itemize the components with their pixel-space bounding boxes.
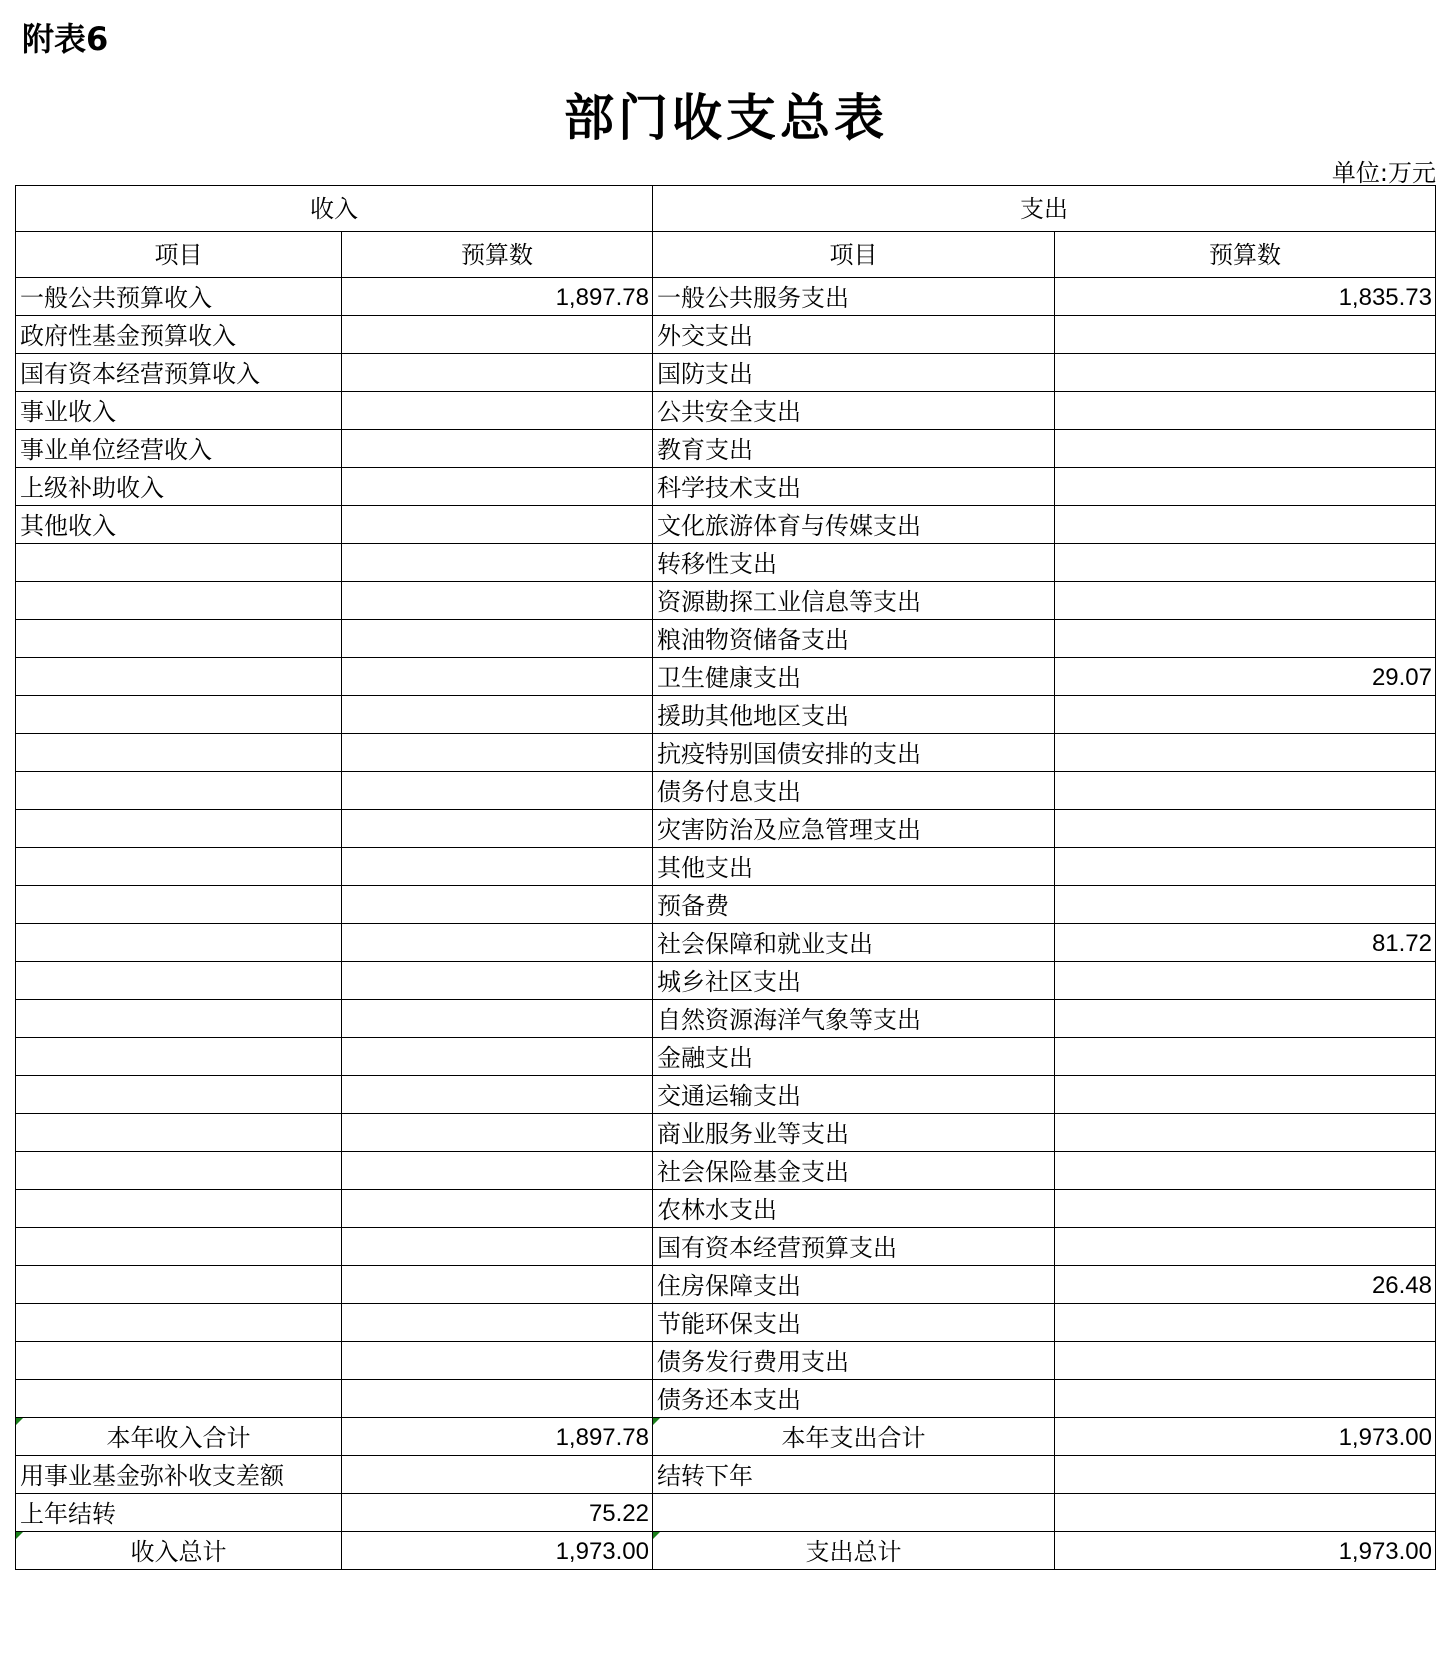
expenditure-item-cell: 一般公共服务支出 (653, 278, 1055, 316)
income-item-cell (16, 810, 342, 848)
income-item-cell (16, 658, 342, 696)
expenditure-item-cell: 节能环保支出 (653, 1304, 1055, 1342)
income-budget-cell (342, 354, 653, 392)
year-total-row (16, 1418, 1436, 1456)
expenditure-budget-header: 预算数 (1055, 232, 1436, 278)
unit-label: 单位:万元 (1331, 159, 1436, 187)
income-item-cell (16, 1114, 342, 1152)
header-row-columns (16, 232, 1436, 278)
income-budget-cell (342, 886, 653, 924)
table-row (16, 430, 1436, 468)
expenditure-item-cell: 交通运输支出 (653, 1076, 1055, 1114)
income-item-cell (16, 1190, 342, 1228)
income-item-cell: 上级补助收入 (16, 468, 342, 506)
table-row (16, 620, 1436, 658)
expenditure-budget-cell: 1,835.73 (1055, 278, 1436, 316)
income-budget-cell (342, 848, 653, 886)
income-item-cell: 其他收入 (16, 506, 342, 544)
expenditure-item-cell: 农林水支出 (653, 1190, 1055, 1228)
table-row (16, 1304, 1436, 1342)
income-budget-cell (342, 1038, 653, 1076)
income-budget-cell (342, 1380, 653, 1418)
expenditure-item-cell: 科学技术支出 (653, 468, 1055, 506)
annex-label: 附表6 (22, 20, 109, 58)
expenditure-budget-cell (1055, 1114, 1436, 1152)
income-budget-cell (342, 1342, 653, 1380)
expenditure-budget-cell: 81.72 (1055, 924, 1436, 962)
income-item-cell (16, 886, 342, 924)
income-item-cell: 收入总计 (16, 1532, 342, 1570)
table-row (16, 1342, 1436, 1380)
expenditure-item-cell: 自然资源海洋气象等支出 (653, 1000, 1055, 1038)
income-item-cell (16, 1228, 342, 1266)
expenditure-budget-cell: 1,973.00 (1055, 1418, 1436, 1456)
expenditure-budget-cell (1055, 1038, 1436, 1076)
expenditure-budget-cell (1055, 1456, 1436, 1494)
expenditure-budget-cell (1055, 1152, 1436, 1190)
table-row (16, 316, 1436, 354)
table-row (16, 696, 1436, 734)
expenditure-item-cell: 商业服务业等支出 (653, 1114, 1055, 1152)
income-budget-cell (342, 430, 653, 468)
table-row (16, 468, 1436, 506)
income-budget-cell (342, 696, 653, 734)
expenditure-budget-cell (1055, 1000, 1436, 1038)
table-row (16, 582, 1436, 620)
expenditure-item-cell: 资源勘探工业信息等支出 (653, 582, 1055, 620)
table-row (16, 1114, 1436, 1152)
expenditure-budget-cell (1055, 1342, 1436, 1380)
expenditure-budget-cell (1055, 1228, 1436, 1266)
income-budget-cell (342, 468, 653, 506)
income-item-cell: 一般公共预算收入 (16, 278, 342, 316)
income-budget-cell (342, 810, 653, 848)
income-item-cell: 政府性基金预算收入 (16, 316, 342, 354)
grand-total-row (16, 1532, 1436, 1570)
expenditure-budget-cell (1055, 544, 1436, 582)
expenditure-item-cell: 住房保障支出 (653, 1266, 1055, 1304)
income-budget-cell (342, 1076, 653, 1114)
expenditure-budget-cell (1055, 1380, 1436, 1418)
expenditure-item-cell: 文化旅游体育与传媒支出 (653, 506, 1055, 544)
table-row (16, 1038, 1436, 1076)
income-item-cell (16, 1076, 342, 1114)
income-budget-cell (342, 620, 653, 658)
expenditure-item-cell: 其他支出 (653, 848, 1055, 886)
table-row (16, 848, 1436, 886)
expenditure-budget-cell (1055, 734, 1436, 772)
expenditure-budget-cell (1055, 810, 1436, 848)
expenditure-budget-cell: 1,973.00 (1055, 1532, 1436, 1570)
expenditure-budget-cell (1055, 582, 1436, 620)
income-budget-cell (342, 506, 653, 544)
expenditure-item-cell: 结转下年 (653, 1456, 1055, 1494)
expenditure-item-cell (653, 1494, 1055, 1532)
income-item-cell (16, 962, 342, 1000)
table-row (16, 278, 1436, 316)
table-row (16, 658, 1436, 696)
income-item-cell (16, 1152, 342, 1190)
income-section-header: 收入 (16, 186, 653, 232)
income-item-cell (16, 696, 342, 734)
table-row (16, 734, 1436, 772)
income-item-cell (16, 1342, 342, 1380)
table-row (16, 392, 1436, 430)
income-item-cell: 用事业基金弥补收支差额 (16, 1456, 342, 1494)
table-row (16, 544, 1436, 582)
expenditure-item-cell: 国有资本经营预算支出 (653, 1228, 1055, 1266)
expenditure-item-cell: 公共安全支出 (653, 392, 1055, 430)
expenditure-item-cell: 金融支出 (653, 1038, 1055, 1076)
table-row (16, 810, 1436, 848)
income-budget-cell (342, 582, 653, 620)
expenditure-item-cell: 债务发行费用支出 (653, 1342, 1055, 1380)
expenditure-item-cell: 社会保障和就业支出 (653, 924, 1055, 962)
income-item-header: 项目 (16, 232, 342, 278)
income-budget-cell (342, 1114, 653, 1152)
table-row (16, 772, 1436, 810)
expenditure-budget-cell (1055, 506, 1436, 544)
income-budget-cell (342, 1456, 653, 1494)
income-budget-cell: 1,973.00 (342, 1532, 653, 1570)
expenditure-item-cell: 债务还本支出 (653, 1380, 1055, 1418)
income-item-cell (16, 1038, 342, 1076)
expenditure-budget-cell (1055, 886, 1436, 924)
income-budget-cell (342, 962, 653, 1000)
expenditure-item-cell: 社会保险基金支出 (653, 1152, 1055, 1190)
expenditure-budget-cell (1055, 1494, 1436, 1532)
table-row (16, 1152, 1436, 1190)
income-item-cell: 国有资本经营预算收入 (16, 354, 342, 392)
income-budget-cell (342, 772, 653, 810)
expenditure-budget-cell: 26.48 (1055, 1266, 1436, 1304)
expenditure-budget-cell: 29.07 (1055, 658, 1436, 696)
table-row (16, 1190, 1436, 1228)
expenditure-budget-cell (1055, 1076, 1436, 1114)
income-item-cell (16, 1000, 342, 1038)
income-item-cell (16, 1304, 342, 1342)
table-row (16, 924, 1436, 962)
income-item-cell (16, 1266, 342, 1304)
income-item-cell (16, 620, 342, 658)
income-budget-cell (342, 1152, 653, 1190)
income-item-cell: 本年收入合计 (16, 1418, 342, 1456)
income-item-cell (16, 582, 342, 620)
table-row (16, 1456, 1436, 1494)
income-item-cell (16, 848, 342, 886)
expenditure-item-cell: 教育支出 (653, 430, 1055, 468)
expenditure-item-cell: 本年支出合计 (653, 1418, 1055, 1456)
income-budget-cell (342, 734, 653, 772)
income-budget-cell (342, 1266, 653, 1304)
income-budget-cell (342, 658, 653, 696)
expenditure-budget-cell (1055, 392, 1436, 430)
table-row (16, 886, 1436, 924)
table-row (16, 354, 1436, 392)
expenditure-budget-cell (1055, 354, 1436, 392)
expenditure-section-header: 支出 (653, 186, 1436, 232)
expenditure-budget-cell (1055, 848, 1436, 886)
table-row (16, 1076, 1436, 1114)
expenditure-item-cell: 城乡社区支出 (653, 962, 1055, 1000)
table-row (16, 962, 1436, 1000)
table-row (16, 1000, 1436, 1038)
income-item-cell (16, 924, 342, 962)
income-budget-cell (342, 1000, 653, 1038)
income-budget-header: 预算数 (342, 232, 653, 278)
expenditure-item-cell: 援助其他地区支出 (653, 696, 1055, 734)
expenditure-item-cell: 预备费 (653, 886, 1055, 924)
expenditure-item-header: 项目 (653, 232, 1055, 278)
income-item-cell (16, 544, 342, 582)
income-item-cell (16, 734, 342, 772)
income-budget-cell: 1,897.78 (342, 1418, 653, 1456)
budget-summary-table (15, 185, 1436, 1570)
income-budget-cell (342, 1304, 653, 1342)
table-row (16, 1380, 1436, 1418)
expenditure-budget-cell (1055, 962, 1436, 1000)
expenditure-item-cell: 债务付息支出 (653, 772, 1055, 810)
table-row (16, 506, 1436, 544)
income-item-cell (16, 772, 342, 810)
income-budget-cell: 75.22 (342, 1494, 653, 1532)
expenditure-budget-cell (1055, 468, 1436, 506)
expenditure-budget-cell (1055, 1190, 1436, 1228)
header-row-sections (16, 186, 1436, 232)
income-budget-cell: 1,897.78 (342, 278, 653, 316)
page-title: 部门收支总表 (564, 88, 888, 147)
table-row (16, 1228, 1436, 1266)
expenditure-item-cell: 粮油物资储备支出 (653, 620, 1055, 658)
table-row (16, 1266, 1436, 1304)
income-budget-cell (342, 1228, 653, 1266)
expenditure-item-cell: 支出总计 (653, 1532, 1055, 1570)
expenditure-item-cell: 抗疫特别国债安排的支出 (653, 734, 1055, 772)
income-budget-cell (342, 392, 653, 430)
table-row (16, 1494, 1436, 1532)
expenditure-budget-cell (1055, 1304, 1436, 1342)
expenditure-item-cell: 转移性支出 (653, 544, 1055, 582)
income-item-cell: 事业单位经营收入 (16, 430, 342, 468)
income-budget-cell (342, 924, 653, 962)
expenditure-budget-cell (1055, 316, 1436, 354)
expenditure-budget-cell (1055, 430, 1436, 468)
income-budget-cell (342, 1190, 653, 1228)
expenditure-budget-cell (1055, 620, 1436, 658)
expenditure-item-cell: 外交支出 (653, 316, 1055, 354)
expenditure-item-cell: 卫生健康支出 (653, 658, 1055, 696)
expenditure-item-cell: 灾害防治及应急管理支出 (653, 810, 1055, 848)
income-budget-cell (342, 316, 653, 354)
income-item-cell (16, 1380, 342, 1418)
expenditure-budget-cell (1055, 696, 1436, 734)
income-item-cell: 事业收入 (16, 392, 342, 430)
expenditure-budget-cell (1055, 772, 1436, 810)
expenditure-item-cell: 国防支出 (653, 354, 1055, 392)
income-budget-cell (342, 544, 653, 582)
income-item-cell: 上年结转 (16, 1494, 342, 1532)
